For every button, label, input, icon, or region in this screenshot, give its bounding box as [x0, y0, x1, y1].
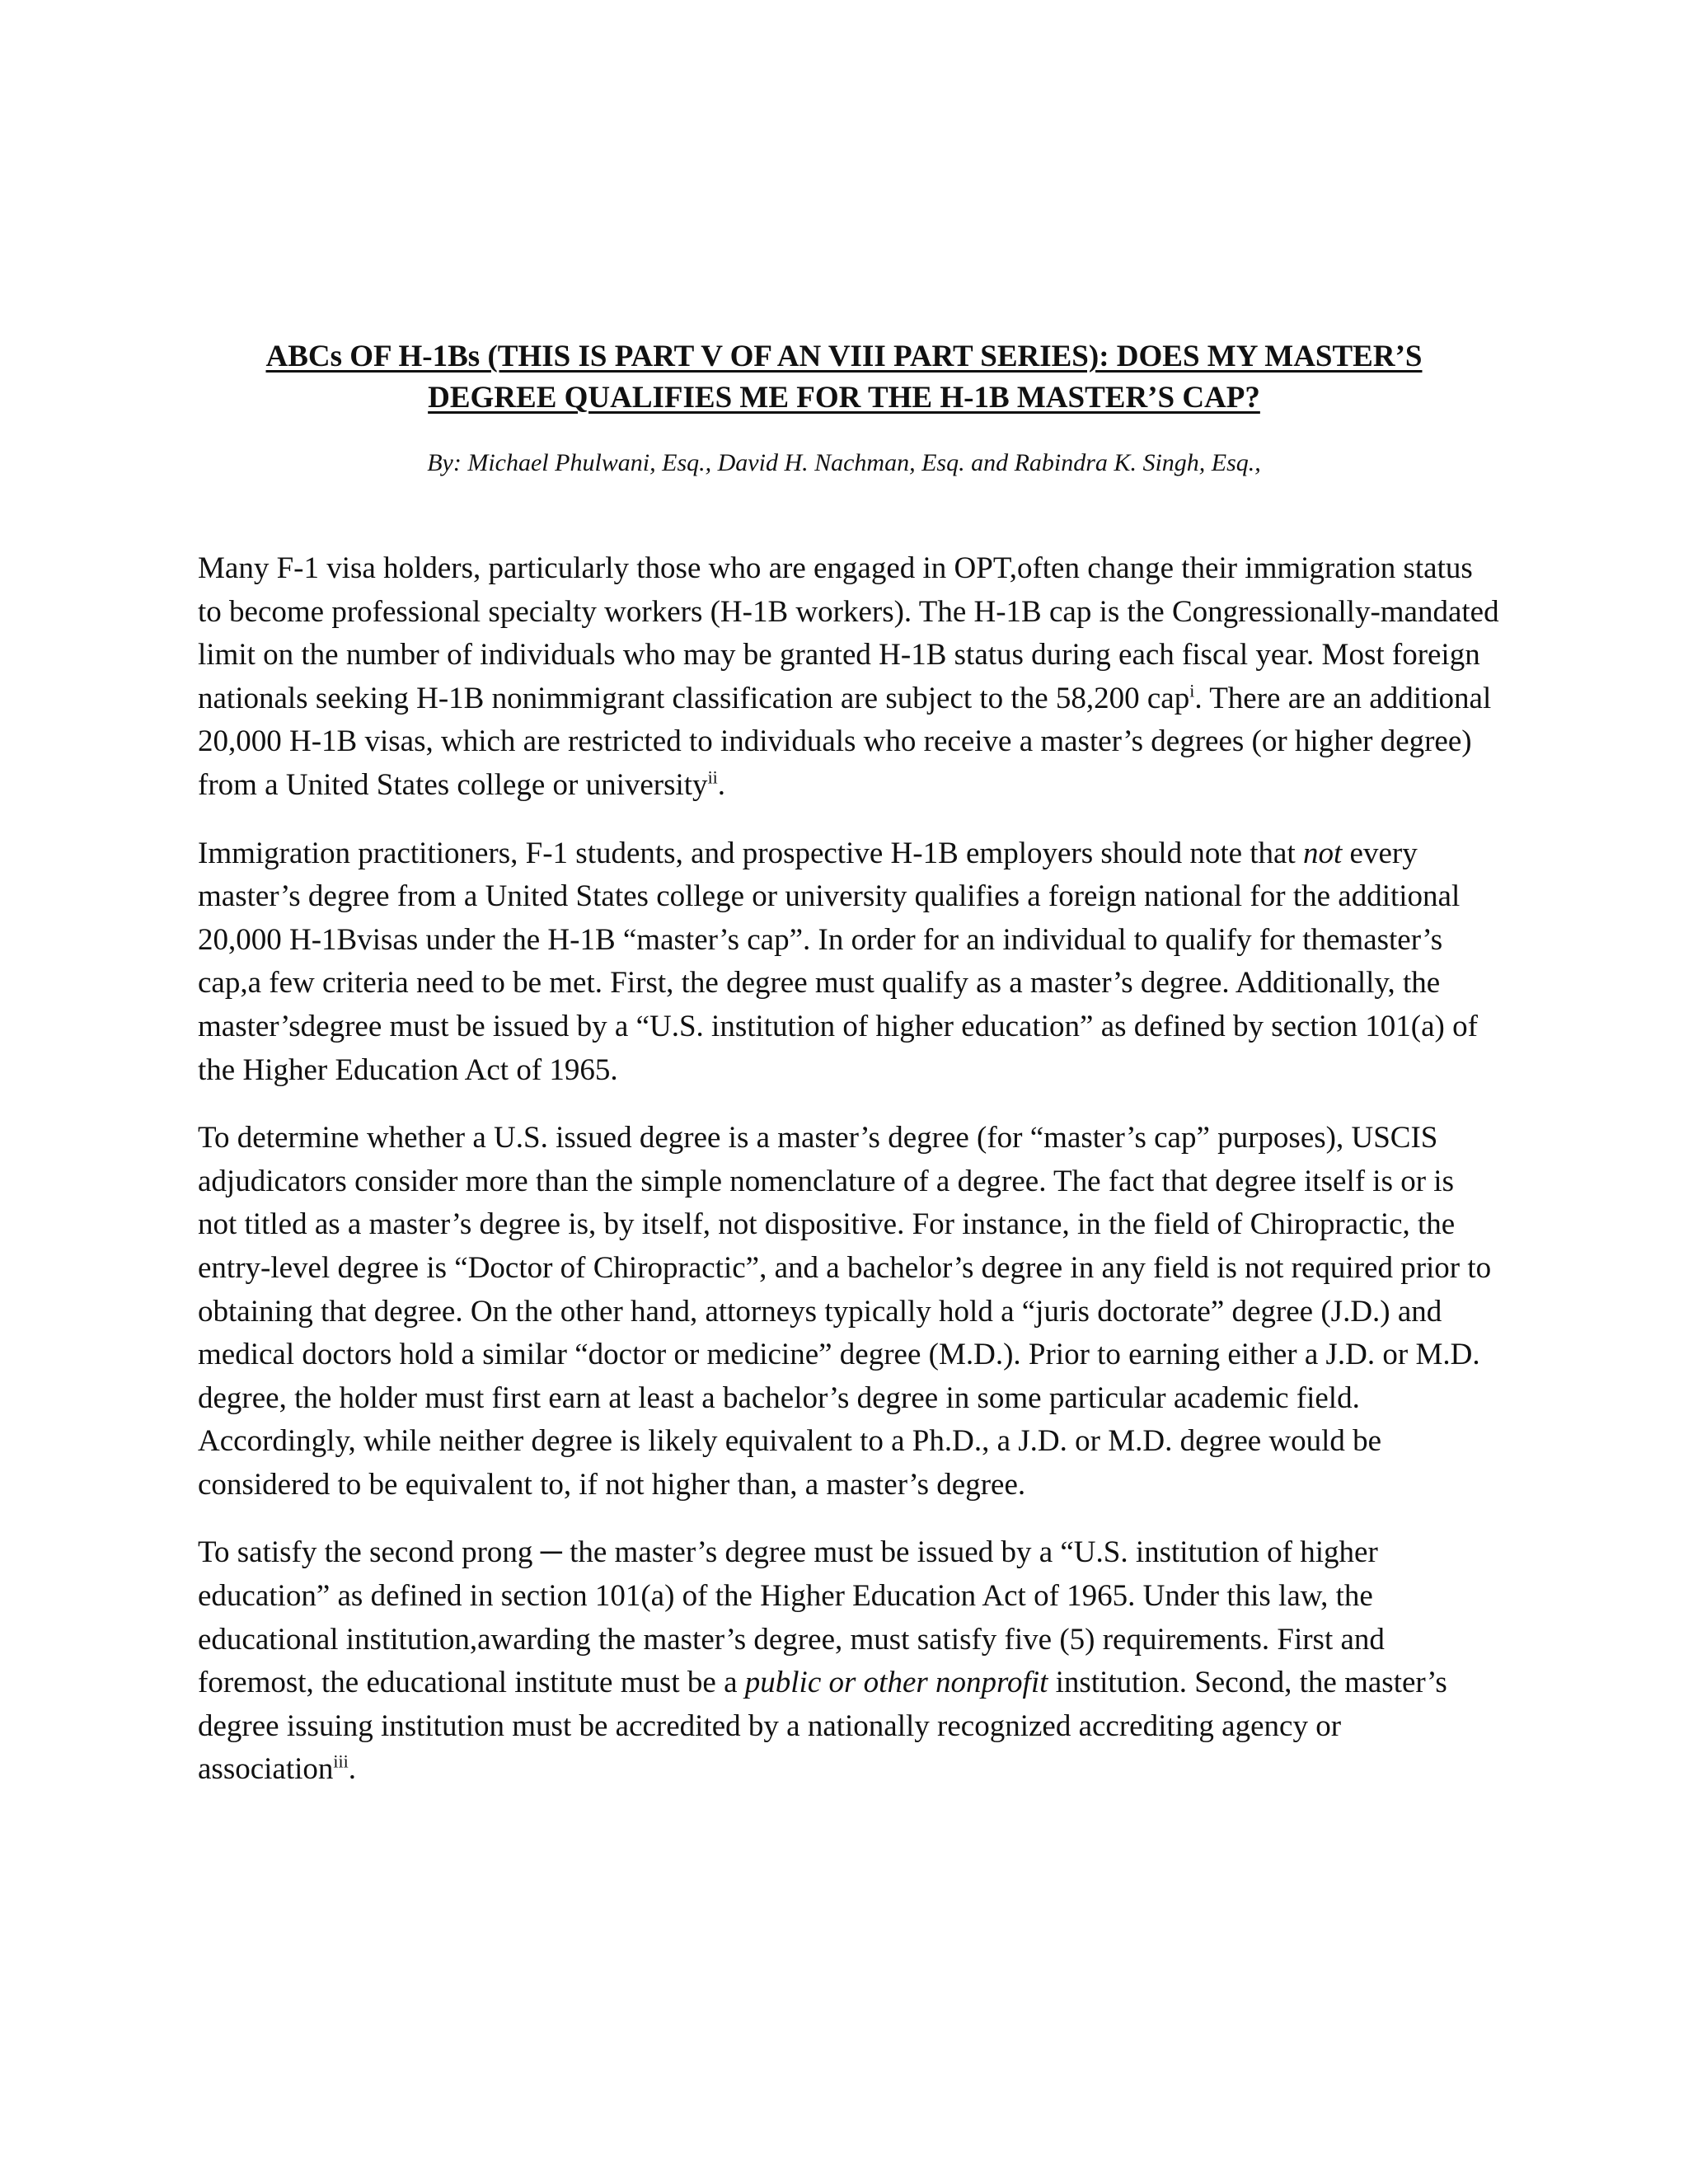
paragraph-1-text-b: . There are an additional 20,000 H-1B visas, which are restricted to individuals who receive a master’s degrees (or higher degree) from a United States college or university: [198, 681, 1492, 802]
paragraph-2-emphasis: not: [1303, 836, 1343, 870]
paragraph-2-text-a: Immigration practitioners, F-1 students, and prospective H-1B employers should note that: [198, 836, 1303, 870]
paragraph-3: To determine whether a U.S. issued degree is a master’s degree (for “master’s cap” purposes), USCIS adjudicators consider more than the simple nomenclature of a degree. The fact that degree itself is or is not titled as a master’s degree is, by itself, not dispositive. For instance, in the field of Chiropractic, the entry-level degree is “Doctor of Chiropractic”, and a bachelor’s degree in any field is not required prior to obtaining that degree. On the other hand, attorneys typically hold a “juris doctorate” degree (J.D.) and medical doctors hold a similar “doctor or medicine” degree (M.D.). Prior to earning either a J.D. or M.D. degree, the holder must first earn at least a bachelor’s degree in some particular academic field. Accordingly, while neither degree is likely equivalent to a Ph.D., a J.D. or M.D. degree would be considered to be equivalent to, if not higher than, a master’s degree.: [198, 1121, 1492, 1502]
endnote-marker-iii: iii: [333, 1751, 349, 1773]
title-line-2: DEGREE QUALIFIES ME FOR THE H-1B MASTER’S CAP?: [428, 381, 1260, 415]
article-body: [198, 547, 1500, 1816]
paragraph-1-text-a: Many F-1 visa holders, particularly those who are engaged in OPT,often change their immigration status to become professional specialty workers (H-1B workers). The H-1B cap is the Congressionally-mandated limit on the number of individuals who may be granted H-1B status during each fiscal year. Most foreign nationals seeking H-1B nonimmigrant classification are subject to the 58,200 cap: [198, 551, 1499, 715]
paragraph-2-text-b: every master’s degree from a United States college or university qualifies a foreign national for the additional 20,000 H-1Bvisas under the H-1B “master’s cap”. In order for an individual to qualify for themaster’s cap,a few criteria need to be met. First, the degree must qualify as a master’s degree. Additionally, the master’sdegree must be issued by a “U.S. institution of higher education” as defined by section 101(a) of the Higher Education Act of 1965.: [198, 836, 1478, 1087]
author-byline: By: Michael Phulwani, Esq., David H. Nachman, Esq. and Rabindra K. Singh, Esq.,: [427, 449, 1261, 476]
paragraph-4-emphasis: public or other nonprofit: [744, 1666, 1048, 1700]
paragraph-1-text-c: .: [717, 767, 726, 802]
document-title: [198, 336, 1490, 419]
endnote-marker-ii: ii: [707, 766, 718, 788]
paragraph-4: [198, 1531, 1500, 1792]
paragraph-4-text-a: To satisfy the second prong ─ the master’s degree must be issued by a “U.S. institution of higher education” as defined in section 101(a) of the Higher Education Act of 1965. Under this law, the educational institution,awarding the master’s degree, must satisfy five (5) requirements. First and foremost, the educational institute must be a: [198, 1535, 1385, 1700]
paragraph-1: [198, 547, 1500, 808]
paragraph-2: [198, 832, 1500, 1093]
endnote-marker-i: i: [1189, 680, 1195, 701]
paragraph-4-text-b: institution. Second, the master’s degree issuing institution must be accredited by a nationally recognized accrediting agency or association: [198, 1666, 1447, 1787]
title-line-1: ABCs OF H-1Bs (THIS IS PART V OF AN VIII PART SERIES): DOES MY MASTER’S: [265, 340, 1423, 373]
paragraph-4-text-c: .: [348, 1752, 356, 1787]
